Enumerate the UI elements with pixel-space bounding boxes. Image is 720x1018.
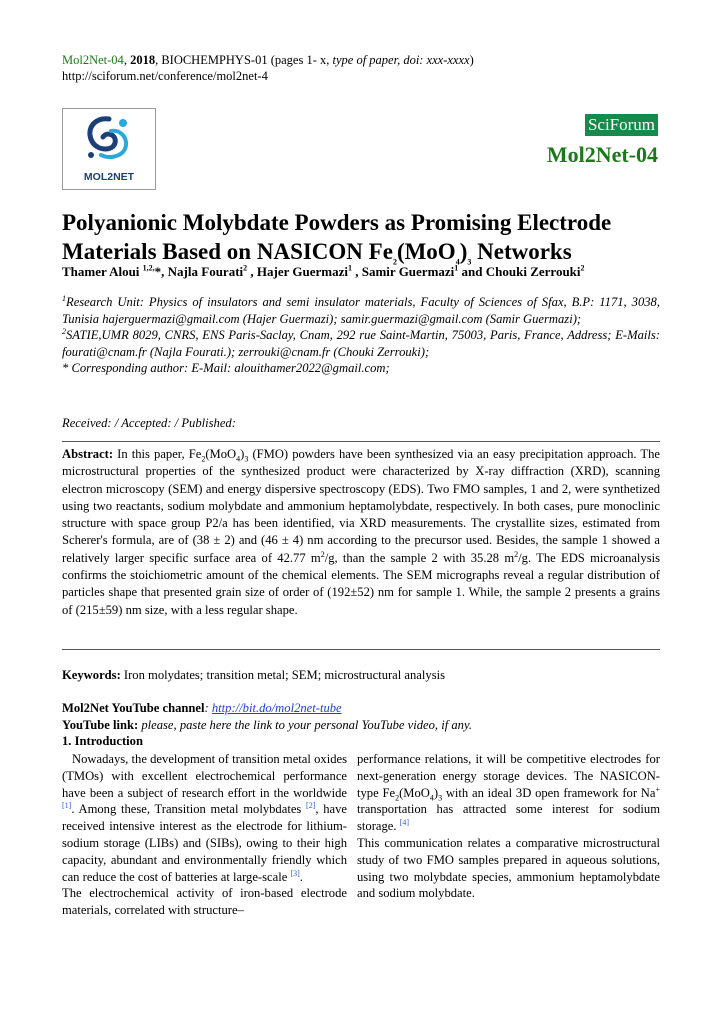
affiliations [62,294,660,377]
intro-paragraph-2-cont: performance relations, it will be competitive electrodes for next-generation energy storage devices. The NASICON-type $Fe_2(MoO_4)_3$ with an ideal 3D open framework for Na+ transportation has attracted some interest for sodium storage. [4] [357,752,660,834]
affiliation-1: $^1$Research Unit: Physics of insulators and semi insulator materials, Faculty of Sciences of Sfax, B.P: 1171, 3038, Tunisia hajerguermazi@gmail.com (Hajer Guermazi); samir.guermazi@gmail.com (Samir Guermazi); [62,293,660,326]
corresponding-author: * Corresponding author: E-Mail: alouithamer2022@gmail.com; [62,361,390,375]
header-year: 2018 [130,53,156,67]
affiliation-2: $^2$SATIE,UMR 8029, CNRS, ENS Paris-Saclay, Cnam, 292 rue Saint-Martin, 75003, Paris, France, Address; E-Mails: fourati@cnam.fr (Najla Fourati.); zerrouki@cnam.fr (Chouki Zerrouki); [62,326,660,359]
channel-link[interactable]: http://bit.do/mol2net-tube [211,701,342,715]
youtube-info [62,700,472,733]
channel-line: Mol2Net YouTube channel: http://bit.do/mol2net-tube [62,701,342,715]
keywords: Keywords: Iron molydates; transition metal; SEM; microstructural analysis [62,668,445,682]
divider-top [62,441,660,442]
abstract-label: Abstract: [62,447,114,461]
header-meta-italic: type of paper, doi: xxx-xxxx [332,53,470,67]
citation-1[interactable]: [1] [62,801,72,811]
logo-text: MOL2NET [83,171,135,183]
section-heading-introduction: 1. Introduction [62,734,143,748]
divider-bottom [62,649,660,650]
intro-paragraph-3: This communication relates a comparative microstructural study of two FMO samples prepared in aqueous solutions, using two molybdate species, ammonium heptamolybdate and sodium molybdate. [357,835,660,901]
header-citation-line: Mol2Net-04, 2018, BIOCHEMPHYS-01 (pages 1- x, type of paper, doi: xxx-xxxx) [62,53,474,67]
citation-4[interactable]: [4] [399,818,409,827]
intro-paragraph-2: The electrochemical activity of iron-based electrode materials, correlated with structure– [62,886,347,918]
title-line-2: Materials Based on NASICON $Fe_2(MoO_4)_3$ Networks [62,239,572,267]
sciforum-badge: SciForum [585,114,658,136]
mol2net-brand: Mol2Net-04 [546,142,658,167]
keywords-label: Keywords: [62,668,121,682]
title-line-1: Polyanionic Molybdate Powders as Promising Electrode [62,210,612,235]
conf-code: Mol2Net-04 [62,53,124,67]
citation-2[interactable]: [2] [306,801,316,811]
logo-swirl-icon [63,109,155,171]
citation-3[interactable]: [3] [290,868,300,878]
intro-column-left [62,751,347,919]
mol2net-logo [62,108,156,190]
abstract: Abstract: In this paper, $Fe_2(MoO_4)_3$ (FMO) powders have been synthesized via an easy precipitation approach. The microstructural properties of the synthesized product were characterized by X-ray diffraction (XRD), scanning electron microscopy (SEM) and energy dispersive spectroscopy (EDS). Two FMO samples, 1 and 2, were synthetized using two reactants, sodium molybdate and ammonium heptamolybdate, respectively. In both cases, pure monoclinic structure with space group P2/a has been identified, via XRD measurements. The crystallite sizes, estimated from Scherer's formula, are of (38 ± 2) and (46 ± 4) nm according to the precursor used. Besides, the sample 1 showed a relatively larger specific surface area of 42.77 $m^2/g$, than the sample 2 with 35.28 $m^2/g$. The EDS microanalysis confirms the stoichiometric amount of the chemical elements. The SEM micrographs reveal a regular distribution of particles shape that presented grain size of order of (192±52) nm for sample 1. While, the sample 2 presents a grains of (215±59) nm size, with a less regular shape. [62,447,661,617]
header-meta: , BIOCHEMPHYS-01 (pages 1- x, [155,53,333,67]
paper-title [62,208,662,266]
header-url[interactable]: http://sciforum.net/conference/mol2net-4 [62,69,268,83]
intro-paragraph-1: Nowadays, the development of transition metal oxides (TMOs) with excellent electrochemical performance have been a subject of research effort in the worldwide [1]. Among these, Transition metal molybdates [2], have received intensive interest as the electrode for lithium-sodium storage (LIBs) and (SIBs), owing to their high capacity, abundant and environmentally friendly which can reduce the cost of batteries at large-scale [3]. [62,752,347,884]
author-list: Thamer Aloui $^{1,2,}$*, Najla Fourati$^2$ , Hajer Guermazi$^1$ , Samir Guermazi$^1$ and Chouki Zerrouki$^2$ [62,263,585,279]
page-header [62,52,474,84]
intro-column-right [357,751,660,902]
youtube-link-line: YouTube link: please, paste here the link to your personal YouTube video, if any. [62,717,473,732]
received-dates: Received: / Accepted: / Published: [62,416,236,430]
